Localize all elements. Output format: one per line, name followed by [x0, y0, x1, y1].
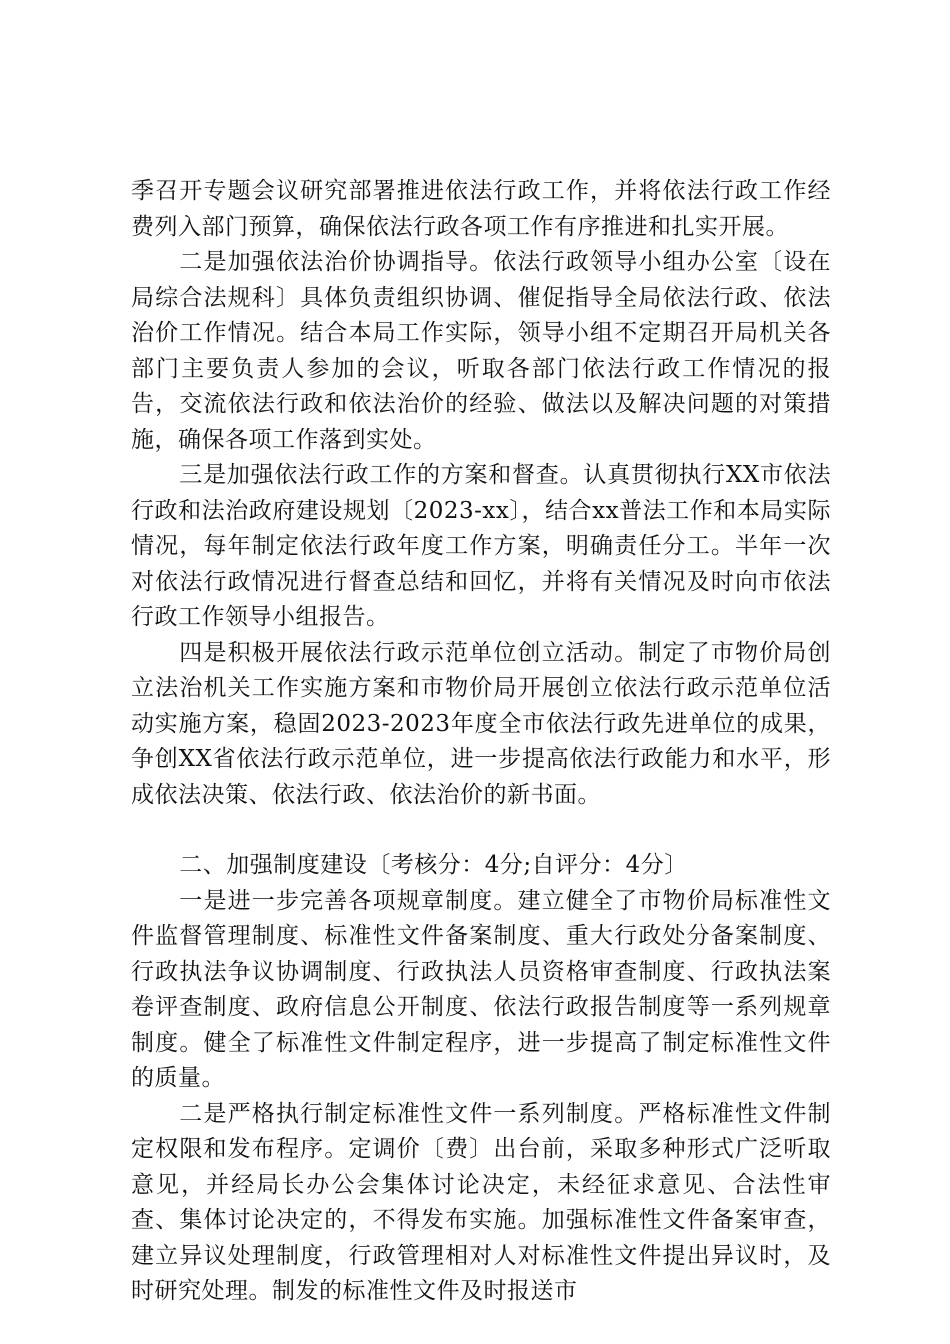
document-body	[131, 174, 831, 1310]
paragraph-continued: 季召开专题会议研究部署推进依法行政工作，并将依法行政工作经费列入部门预算，确保依法行政各项工作有序推进和扎实开展。	[131, 178, 831, 240]
paragraph-demonstration: 四是积极开展依法行政示范单位创立活动。制定了市物价局创立法治机关工作实施方案和市物价局开展创立依法行政示范单位活动实施方案，稳固2023-2023年度全市依法行政先进单位的成果，争创XX省依法行政示范单位，进一步提高依法行政能力和水平，形成依法决策、依法行政、依法治价的新书面。	[131, 639, 831, 808]
paragraph-standard-documents: 二是严格执行制定标准性文件一系列制度。严格标准性文件制定权限和发布程序。定调价〔费〕出台前，采取多种形式广泛听取意见，并经局长办公会集体讨论决定，未经征求意见、合法性审查、集体讨论决定的，不得发布实施。加强标准性文件备案审查，建立异议处理制度，行政管理相对人对标准性文件提出异议时，及时研究处理。制发的标准性文件及时报送市	[131, 1100, 831, 1304]
paragraph-coordination: 二是加强依法治价协调指导。依法行政领导小组办公室〔设在局综合法规科〕具体负责组织协调、催促指导全局依法行政、依法治价工作情况。结合本局工作实际，领导小组不定期召开局机关各部门主要负责人参加的会议，听取各部门依法行政工作情况的报告，交流依法行政和依法治价的经验、做法以及解决问题的对策措施，确保各项工作落到实处。	[131, 249, 831, 453]
paragraph-regulations: 一是进一步完善各项规章制度。建立健全了市物价局标准性文件监督管理制度、标准性文件备案制度、重大行政处分备案制度、行政执法争议协调制度、行政执法人员资格审查制度、行政执法案卷评查制度、政府信息公开制度、依法行政报告制度等一系列规章制度。健全了标准性文件制定程序，进一步提高了制定标准性文件的质量。	[131, 887, 831, 1091]
section-heading: 二、加强制度建设〔考核分：4分;自评分：4分〕	[179, 852, 688, 878]
paragraph-supervision: 三是加强依法行政工作的方案和督查。认真贯彻执行XX市依法行政和法治政府建设规划〔2023-xx〕，结合xx普法工作和本局实际情况，每年制定依法行政年度工作方案，明确责任分工。半年一次对依法行政情况进行督查总结和回忆，并将有关情况及时向市依法行政工作领导小组报告。	[131, 462, 831, 630]
